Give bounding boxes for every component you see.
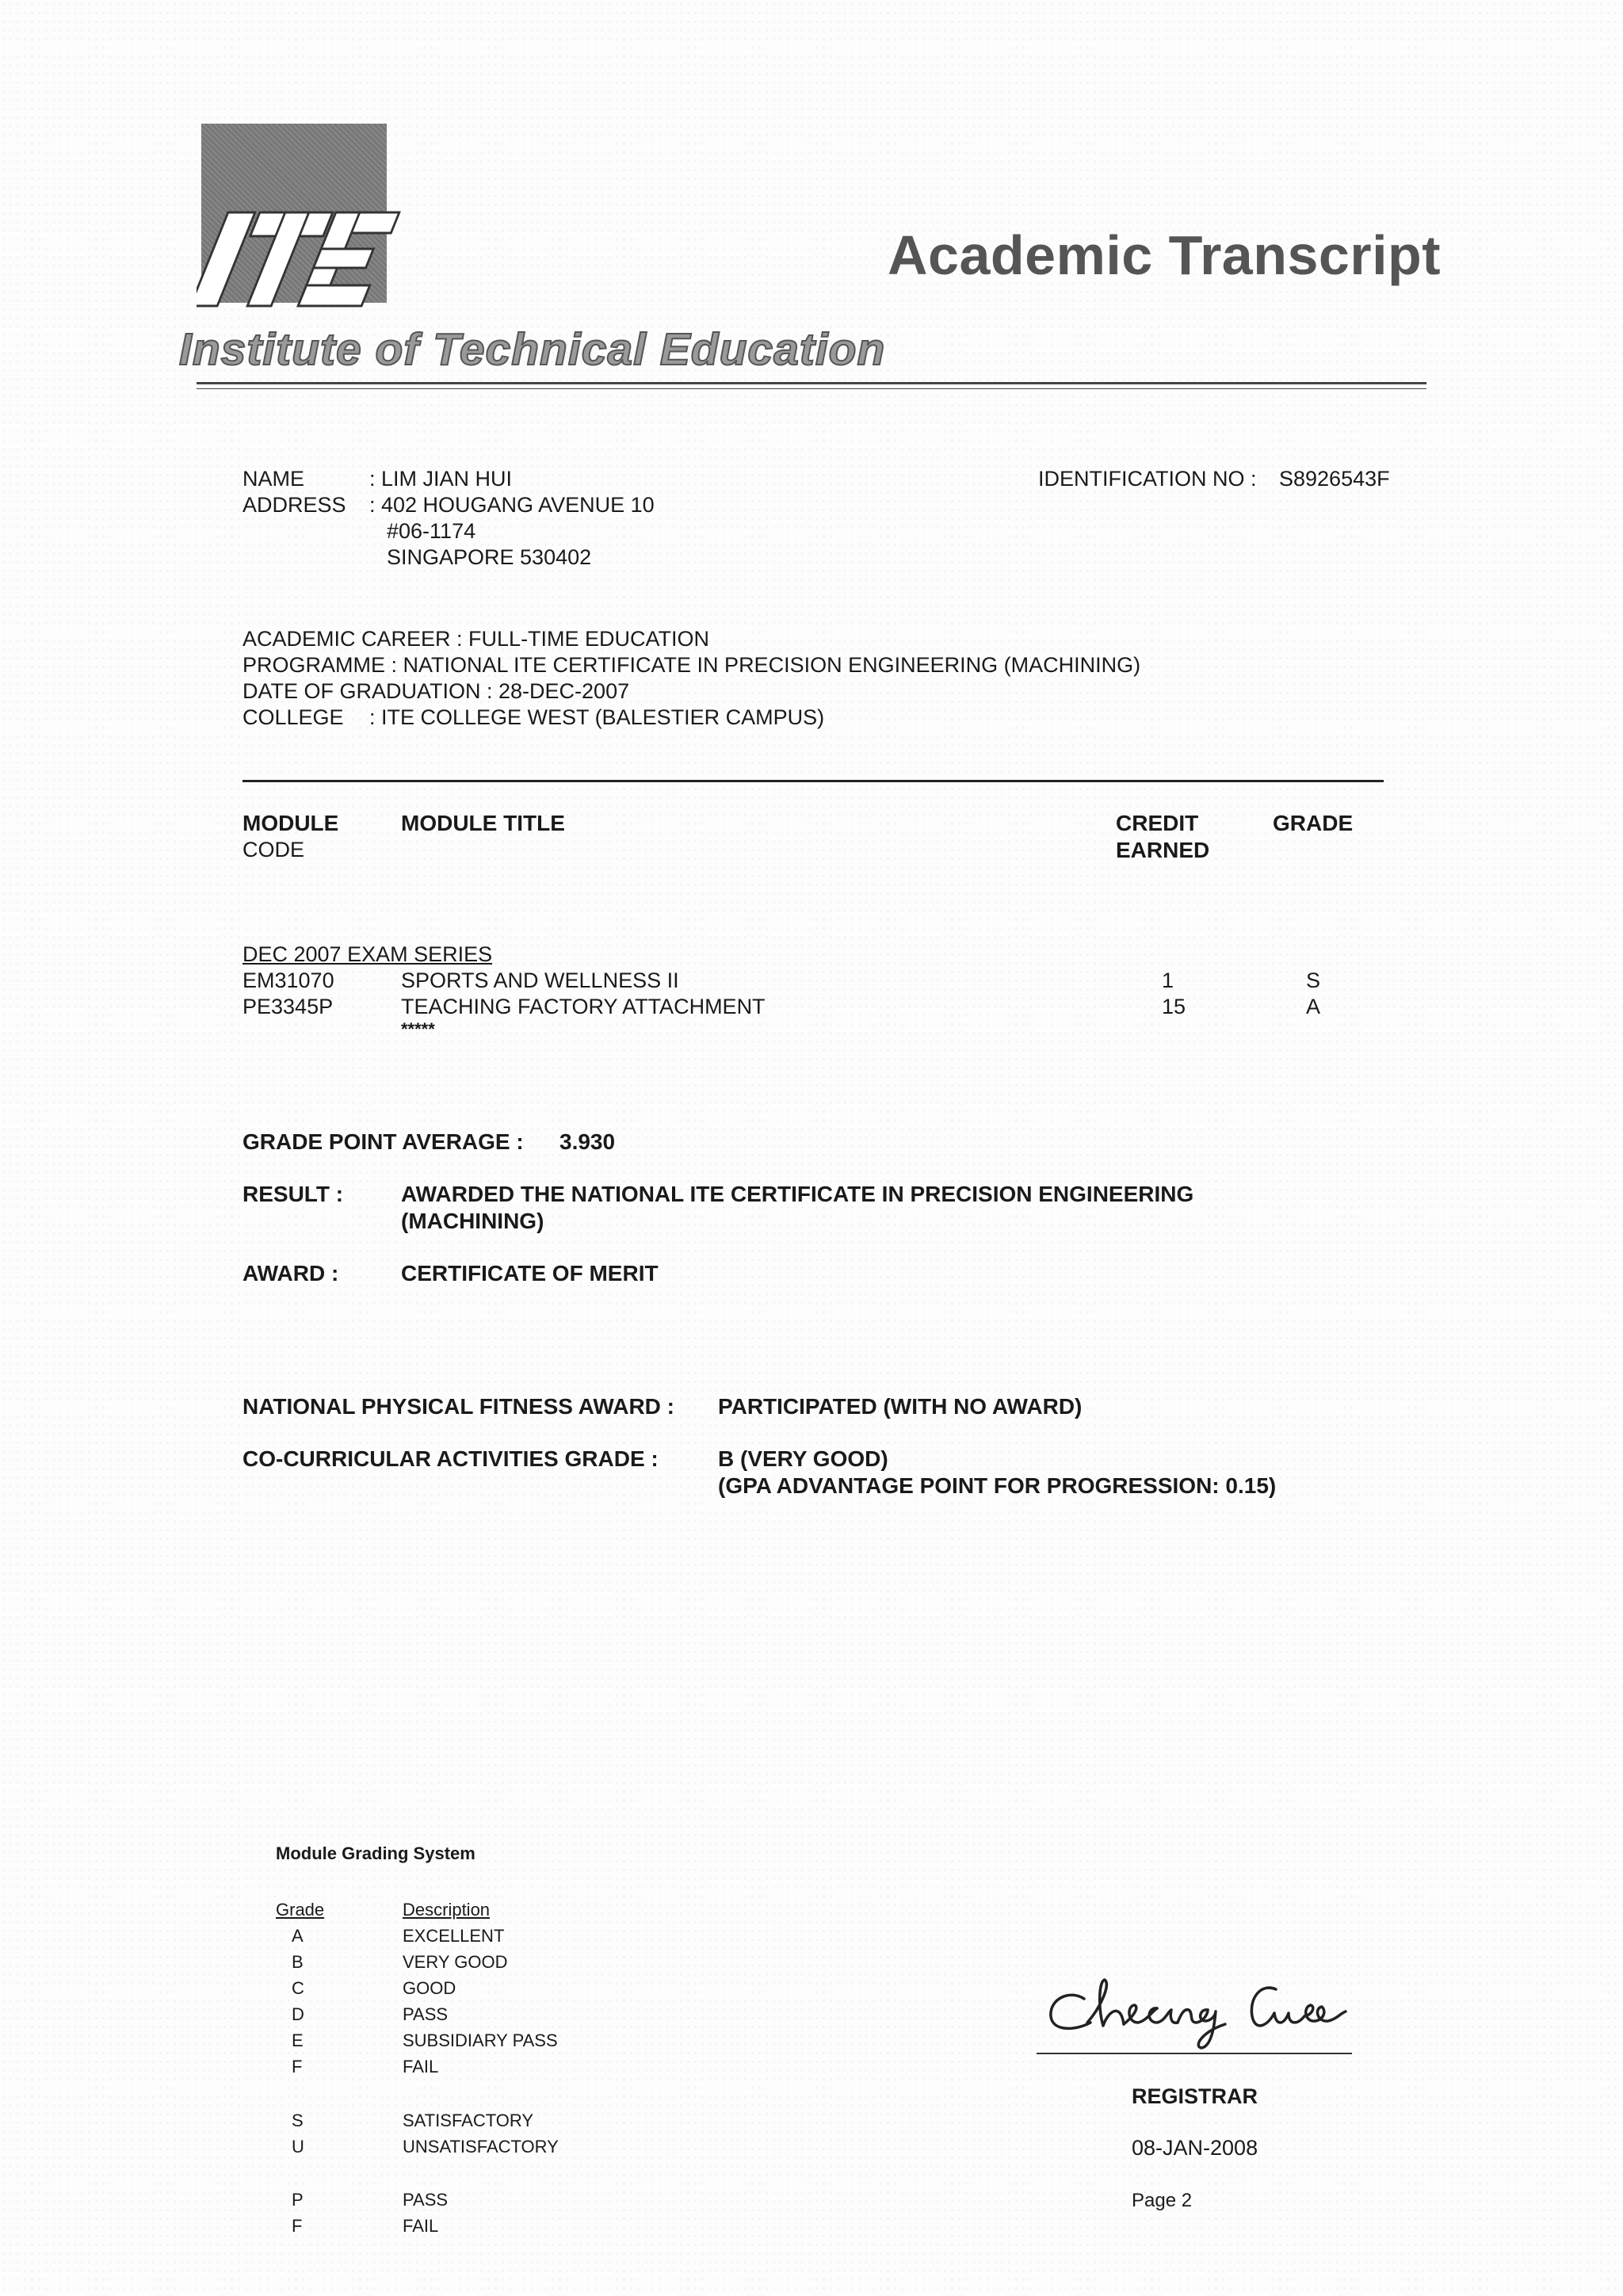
col-module-code-2: CODE (242, 838, 305, 861)
issue-date: 08-JAN-2008 (1132, 2136, 1258, 2160)
module-title: TEACHING FACTORY ATTACHMENT (401, 995, 766, 1018)
col-module-title: MODULE TITLE (401, 811, 565, 835)
result-label: RESULT : (242, 1182, 344, 1206)
gpa-value: 3.930 (559, 1129, 616, 1154)
grading-description: FAIL (403, 2057, 439, 2076)
institution-name: Institute of Technical Education (179, 324, 886, 375)
exam-series: DEC 2007 EXAM SERIES (242, 942, 493, 966)
signature-line (1037, 2053, 1352, 2054)
student-name: : LIM JIAN HUI (369, 467, 513, 491)
programme: PROGRAMME : NATIONAL ITE CERTIFICATE IN PRECISION ENGINEERING (MACHINING) (242, 653, 1141, 677)
ite-logo-letters (197, 181, 403, 308)
address-line-3: SINGAPORE 530402 (387, 545, 592, 569)
grading-grade: S (292, 2111, 304, 2130)
registrar-signature (1038, 1950, 1371, 2053)
grading-grade: U (292, 2137, 304, 2157)
grading-grade: F (292, 2216, 303, 2236)
award-value: CERTIFICATE OF MERIT (401, 1261, 659, 1286)
grading-grade: A (292, 1926, 304, 1946)
academic-career: ACADEMIC CAREER : FULL-TIME EDUCATION (242, 627, 710, 651)
cca-note: (GPA ADVANTAGE POINT FOR PROGRESSION: 0.15) (718, 1473, 1277, 1498)
napfa-label: NATIONAL PHYSICAL FITNESS AWARD : (242, 1394, 674, 1419)
module-code: EM31070 (242, 968, 334, 992)
grading-grade: D (292, 2004, 304, 2024)
col-grade: GRADE (1273, 811, 1354, 835)
napfa-value: PARTICIPATED (WITH NO AWARD) (718, 1394, 1083, 1419)
section-rule (242, 780, 1384, 782)
registrar-title: REGISTRAR (1132, 2084, 1258, 2108)
name-label: NAME (242, 467, 305, 491)
id-label: IDENTIFICATION NO : (1038, 467, 1257, 491)
date-of-graduation: DATE OF GRADUATION : 28-DEC-2007 (242, 679, 630, 703)
grading-description: FAIL (403, 2216, 439, 2236)
module-credit: 15 (1162, 995, 1186, 1018)
document-title: Academic Transcript (888, 224, 1442, 286)
grading-description: SUBSIDIARY PASS (403, 2030, 558, 2050)
award-label: AWARD : (242, 1261, 339, 1286)
col-credit-earned-1: CREDIT (1116, 811, 1199, 835)
address-line-2: #06-1174 (387, 519, 476, 543)
grading-grade: B (292, 1952, 304, 1972)
module-grade: S (1306, 968, 1321, 992)
module-title: SPORTS AND WELLNESS II (401, 968, 679, 992)
grading-description: PASS (403, 2190, 449, 2210)
college-label: COLLEGE (242, 705, 344, 729)
college: : ITE COLLEGE WEST (BALESTIER CAMPUS) (369, 705, 825, 729)
address-line-1: : 402 HOUGANG AVENUE 10 (369, 493, 655, 517)
col-module-code-1: MODULE (242, 811, 339, 835)
grading-grade: F (292, 2057, 303, 2076)
grading-system-title: Module Grading System (276, 1843, 475, 1863)
module-credit: 1 (1162, 968, 1174, 992)
address-label: ADDRESS (242, 493, 346, 517)
grading-grade-header: Grade (276, 1900, 325, 1920)
cca-value: B (VERY GOOD) (718, 1446, 888, 1471)
grading-description: UNSATISFACTORY (403, 2137, 559, 2157)
grading-description: SATISFACTORY (403, 2111, 534, 2130)
result-line-2: (MACHINING) (401, 1209, 544, 1233)
grading-grade: P (292, 2190, 304, 2210)
module-grade: A (1306, 995, 1321, 1018)
header-rule-thin (197, 388, 1426, 389)
page-number: Page 2 (1132, 2190, 1193, 2211)
gpa-label: GRADE POINT AVERAGE : (242, 1129, 524, 1154)
col-credit-earned-2: EARNED (1116, 838, 1210, 862)
id-value: S8926543F (1279, 467, 1390, 491)
grading-description: PASS (403, 2004, 449, 2024)
grading-description-header: Description (403, 1900, 491, 1920)
cca-label: CO-CURRICULAR ACTIVITIES GRADE : (242, 1446, 659, 1471)
end-of-list-marker: ***** (401, 1019, 435, 1039)
grading-description: VERY GOOD (403, 1952, 508, 1972)
grading-grade: E (292, 2030, 304, 2050)
grading-description: GOOD (403, 1978, 456, 1998)
grading-description: EXCELLENT (403, 1926, 505, 1946)
header-rule (197, 382, 1426, 384)
result-line-1: AWARDED THE NATIONAL ITE CERTIFICATE IN PRECISION ENGINEERING (401, 1182, 1194, 1206)
grading-grade: C (292, 1978, 304, 1998)
module-code: PE3345P (242, 995, 334, 1018)
